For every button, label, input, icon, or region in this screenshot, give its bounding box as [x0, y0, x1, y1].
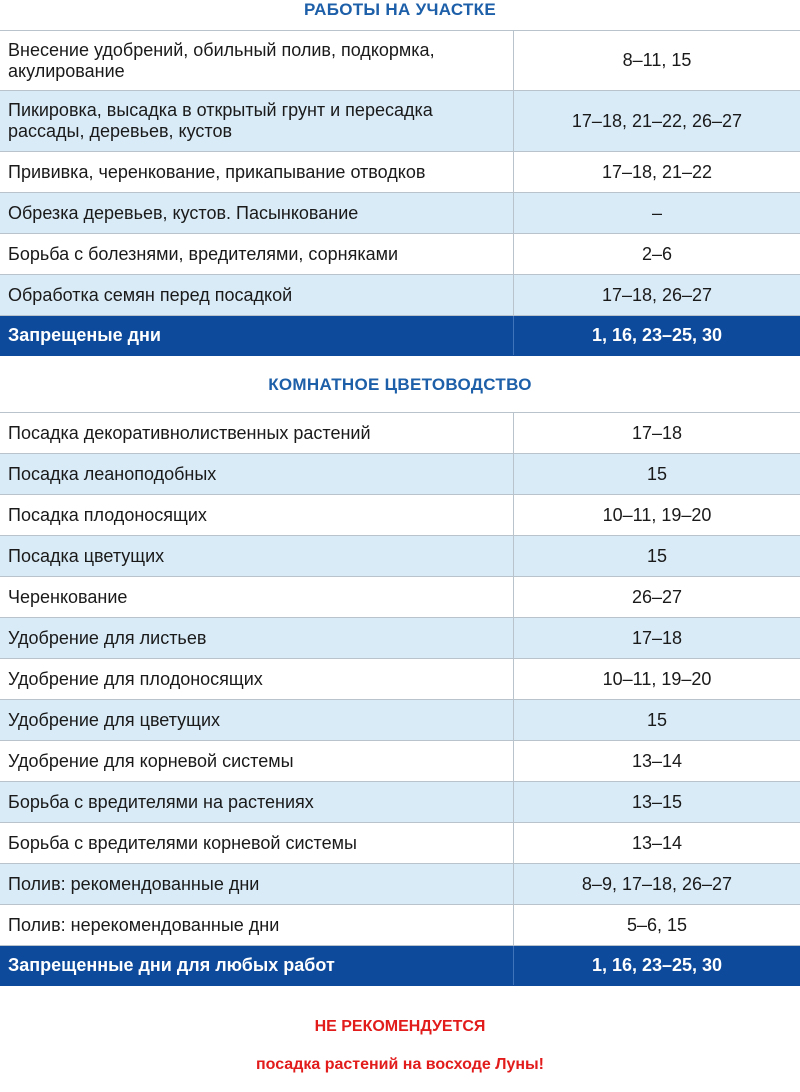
work-days: – — [514, 193, 800, 234]
work-days: 17–18 — [514, 618, 800, 659]
work-days: 15 — [514, 454, 800, 495]
table-row — [0, 275, 800, 316]
table-row — [0, 741, 800, 782]
work-days: 17–18 — [514, 413, 800, 454]
work-days: 15 — [514, 536, 800, 577]
table-row — [0, 413, 800, 454]
work-label: Прививка, черенкование, прикапывание отводков — [0, 152, 514, 193]
table-row — [0, 700, 800, 741]
table-row — [0, 782, 800, 823]
work-days: 13–14 — [514, 741, 800, 782]
banned-days-label: Запрещенные дни для любых работ — [0, 946, 514, 986]
table-row — [0, 234, 800, 275]
work-label: Обрезка деревьев, кустов. Пасынкование — [0, 193, 514, 234]
work-days: 17–18, 21–22 — [514, 152, 800, 193]
warning-subline: посадка растений на восходе Луны! — [255, 1056, 545, 1073]
table-row — [0, 577, 800, 618]
work-label: Борьба с вредителями на растениях — [0, 782, 514, 823]
work-days: 8–9, 17–18, 26–27 — [514, 864, 800, 905]
table-row — [0, 31, 800, 91]
work-label: Удобрение для цветущих — [0, 700, 514, 741]
indoor-flowers-table — [0, 412, 800, 986]
banned-days-value: 1, 16, 23–25, 30 — [514, 316, 800, 356]
work-label: Внесение удобрений, обильный полив, подкормка, акулирование — [0, 31, 514, 91]
table-row — [0, 193, 800, 234]
work-label: Удобрение для плодоносящих — [0, 659, 514, 700]
work-label: Борьба с болезнями, вредителями, сорняками — [0, 234, 514, 275]
work-label: Обработка семян перед посадкой — [0, 275, 514, 316]
work-days: 26–27 — [514, 577, 800, 618]
work-label: Посадка декоративнолиственных растений — [0, 413, 514, 454]
banned-days-value: 1, 16, 23–25, 30 — [514, 946, 800, 986]
work-days: 15 — [514, 700, 800, 741]
table-row — [0, 454, 800, 495]
section-1-title: РАБОТЫ НА УЧАСТКЕ — [303, 0, 497, 19]
work-days: 2–6 — [514, 234, 800, 275]
work-label: Посадка леаноподобных — [0, 454, 514, 495]
warning-headline: НЕ РЕКОМЕНДУЕТСЯ — [314, 1018, 486, 1035]
work-label: Полив: нерекомендованные дни — [0, 905, 514, 946]
section-2-title: КОМНАТНОЕ ЦВЕТОВОДСТВО — [268, 375, 532, 394]
table-row — [0, 91, 800, 152]
banned-days-row — [0, 316, 800, 356]
table-row — [0, 618, 800, 659]
work-label: Черенкование — [0, 577, 514, 618]
work-days: 10–11, 19–20 — [514, 659, 800, 700]
table-row — [0, 152, 800, 193]
banned-days-row — [0, 946, 800, 986]
work-label: Посадка плодоносящих — [0, 495, 514, 536]
table-row — [0, 659, 800, 700]
work-label: Посадка цветущих — [0, 536, 514, 577]
table-row — [0, 823, 800, 864]
work-days: 13–15 — [514, 782, 800, 823]
table-row — [0, 536, 800, 577]
work-days: 8–11, 15 — [514, 31, 800, 91]
table-row — [0, 905, 800, 946]
work-label: Пикировка, высадка в открытый грунт и пересадка рассады, деревьев, кустов — [0, 91, 514, 152]
work-label: Борьба с вредителями корневой системы — [0, 823, 514, 864]
work-label: Удобрение для корневой системы — [0, 741, 514, 782]
work-days: 13–14 — [514, 823, 800, 864]
work-days: 17–18, 21–22, 26–27 — [514, 91, 800, 152]
garden-works-table — [0, 30, 800, 356]
banned-days-label: Запрещеные дни — [0, 316, 514, 356]
work-days: 10–11, 19–20 — [514, 495, 800, 536]
table-row — [0, 864, 800, 905]
work-label: Удобрение для листьев — [0, 618, 514, 659]
work-label: Полив: рекомендованные дни — [0, 864, 514, 905]
work-days: 17–18, 26–27 — [514, 275, 800, 316]
work-days: 5–6, 15 — [514, 905, 800, 946]
table-row — [0, 495, 800, 536]
